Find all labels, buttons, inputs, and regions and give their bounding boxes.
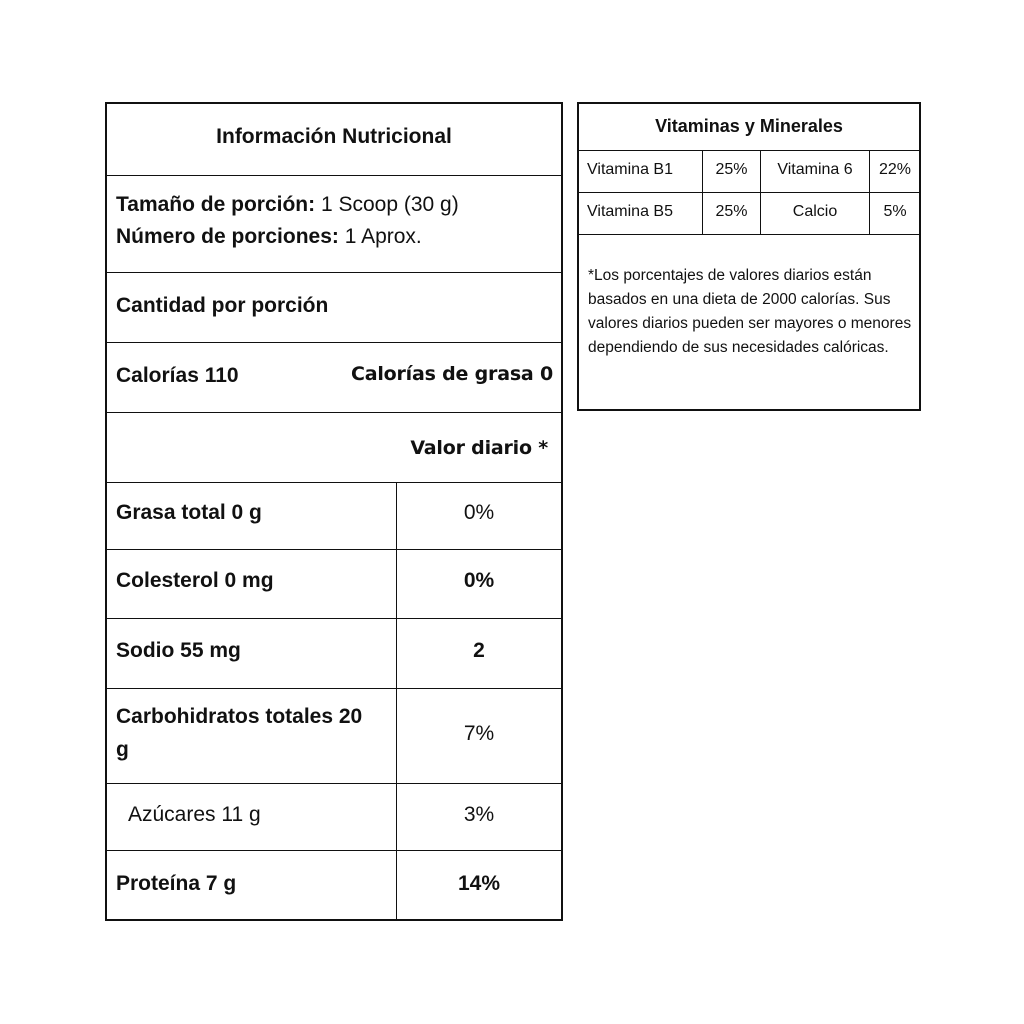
row-label-sugars: Azúcares 11 g [128, 803, 261, 826]
amount-per-serving: Cantidad por porción [116, 294, 329, 317]
divider [107, 850, 561, 851]
divider [107, 175, 561, 176]
vitamin-value: 25% [715, 203, 748, 220]
nutrition-title: Información Nutricional [216, 125, 452, 148]
vitamin-name: Vitamina 6 [777, 161, 853, 178]
divider [107, 618, 561, 619]
row-label-carbs-line2: g [116, 738, 129, 761]
divider [107, 783, 561, 784]
daily-values-footnote: *Los porcentajes de valores diarios están basados en una dieta de 2000 calorías. Sus valores diarios pueden ser mayores o menores dependiendo de sus necesidades calóricas. [588, 267, 912, 356]
row-value-total-fat: 0% [463, 501, 495, 524]
vitamin-value: 5% [883, 203, 907, 220]
servings-label: Número de porciones: [116, 225, 339, 248]
divider [107, 342, 561, 343]
calories: Calorías 110 [116, 364, 239, 387]
daily-value-header: Valor diario * [410, 437, 548, 459]
vitamin-name: Calcio [792, 203, 838, 220]
serving-size [116, 193, 459, 217]
serving-size-value: 1 Scoop (30 g) [315, 193, 459, 216]
divider [579, 150, 919, 151]
divider [107, 272, 561, 273]
vitamins-title: Vitaminas y Minerales [655, 116, 843, 136]
row-label-total-fat: Grasa total 0 g [116, 501, 262, 524]
serving-size-label: Tamaño de porción: [116, 193, 316, 216]
servings-per-container [116, 225, 422, 249]
row-value-sugars: 3% [463, 803, 495, 826]
row-value-cholesterol: 0% [463, 569, 495, 592]
vitamin-value: 22% [878, 161, 912, 178]
row-label-sodium: Sodio 55 mg [116, 639, 241, 662]
vitamin-name: Vitamina B5 [587, 203, 673, 220]
fat-calories: Calorías de grasa 0 [350, 363, 553, 385]
row-value-carbs: 7% [463, 722, 495, 745]
divider [579, 234, 919, 235]
column-divider [396, 482, 397, 919]
row-label-carbs-line1: Carbohidratos totales 20 [116, 705, 363, 728]
row-label-protein: Proteína 7 g [116, 872, 237, 895]
row-label-cholesterol: Colesterol 0 mg [116, 569, 274, 592]
row-value-sodium: 2 [473, 639, 485, 662]
vitamin-name: Vitamina B1 [587, 161, 673, 178]
divider [579, 192, 919, 193]
divider [107, 482, 561, 483]
servings-value: 1 Aprox. [338, 225, 422, 248]
divider [107, 412, 561, 413]
nutrition-table [105, 102, 563, 921]
row-value-protein: 14% [457, 872, 501, 895]
divider [107, 688, 561, 689]
divider [107, 549, 561, 550]
vitamin-value: 25% [715, 161, 748, 178]
vitamins-table [577, 102, 921, 411]
